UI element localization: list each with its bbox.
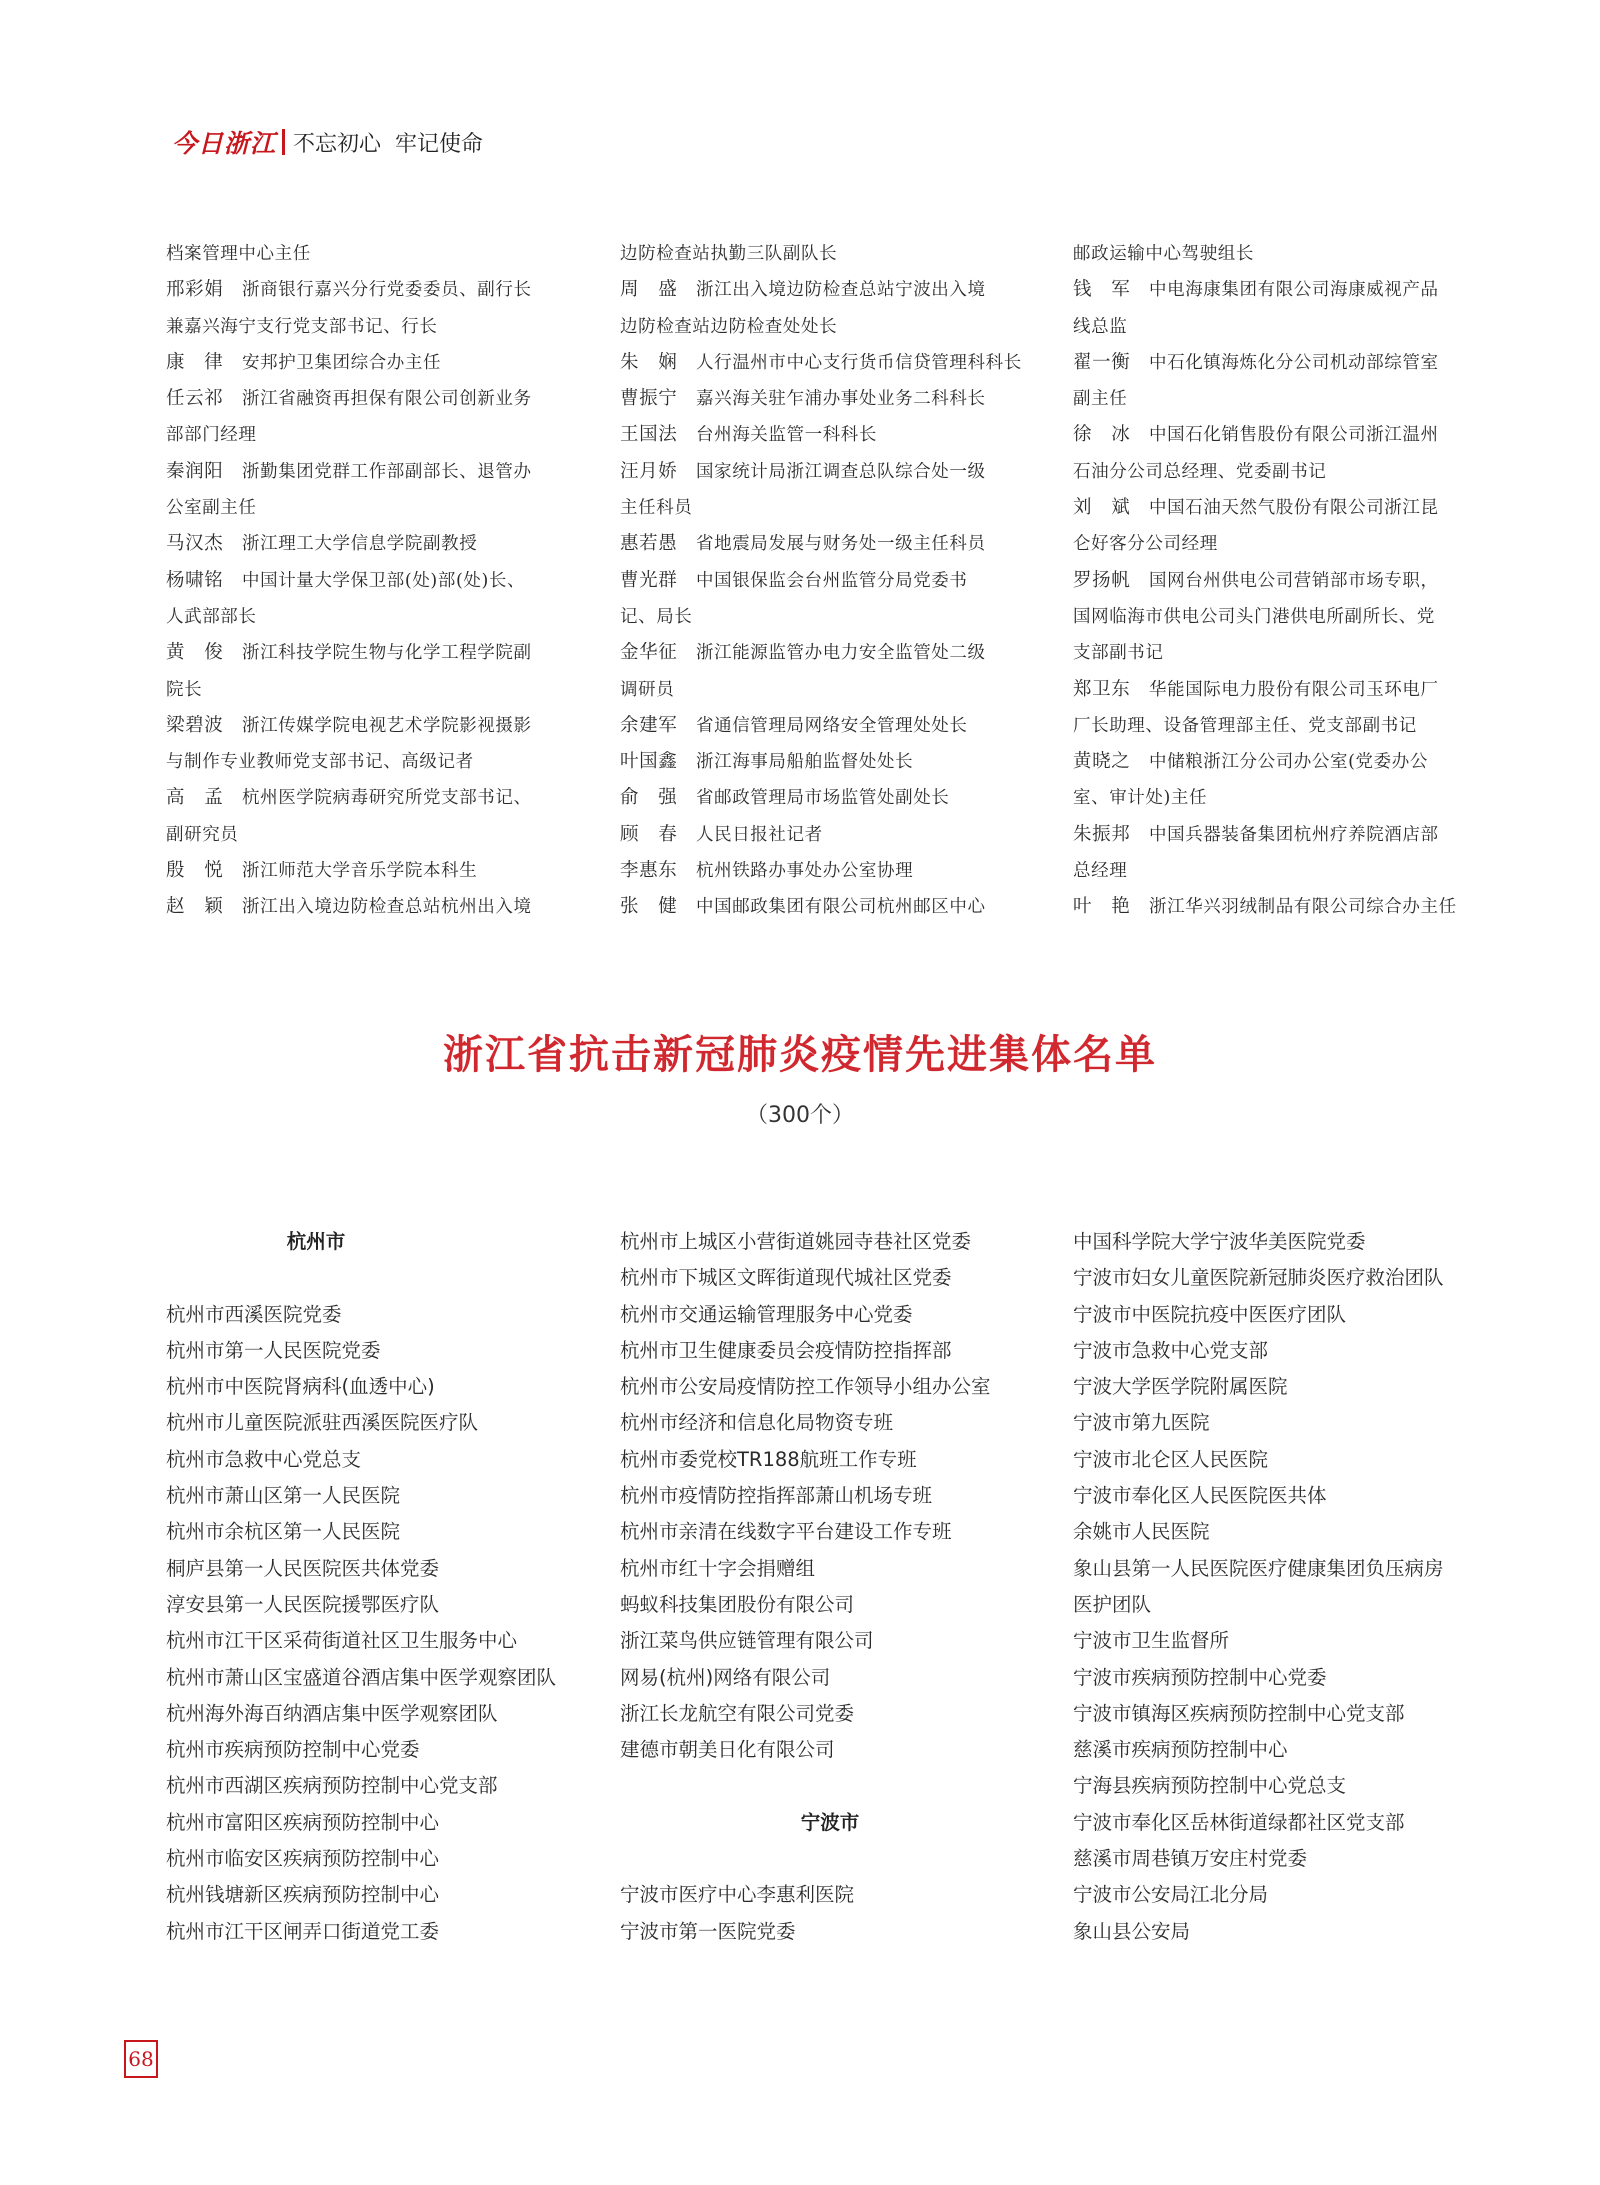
honoree-name: 杨啸铭 xyxy=(166,569,224,591)
honoree-name: 黄晓之 xyxy=(1073,751,1131,773)
honoree-line xyxy=(1073,853,1513,889)
honoree-line xyxy=(166,236,606,272)
list-item: 杭州市中医院肾病科(血透中心) xyxy=(166,1375,435,1399)
list-item: 杭州市上城区小营街道姚园寺巷社区党委 xyxy=(620,1230,972,1253)
list-item: 宁波大学医学院附属医院 xyxy=(1073,1375,1288,1399)
honoree-title: 中国石油天然气股份有限公司浙江昆 xyxy=(1149,498,1439,519)
list-item: 杭州市交通运输管理服务中心党委 xyxy=(620,1302,913,1326)
honoree-title: 浙江出入境边防检查总站宁波出入境 xyxy=(696,280,986,301)
list-item: 杭州市萧山区宝盛道谷酒店集中医学观察团队 xyxy=(166,1665,557,1689)
honoree-title: 国家统计局浙江调查总队综合处一级 xyxy=(696,461,986,482)
honoree-line xyxy=(166,744,606,780)
list-item: 宁波市镇海区疾病预防控制中心党支部 xyxy=(1073,1701,1405,1725)
honoree-title: 档案管理中心主任 xyxy=(166,244,311,264)
honoree-name: 罗扬帆 xyxy=(1073,569,1131,591)
honoree-name: 李惠东 xyxy=(620,860,678,882)
honoree-line xyxy=(620,708,1060,744)
honoree-name: 翟一衡 xyxy=(1073,351,1131,373)
honoree-title: 浙江科技学院生物与化学工程学院副 xyxy=(242,643,532,664)
honoree-title: 华能国际电力股份有限公司玉环电厂 xyxy=(1149,679,1439,700)
honoree-line xyxy=(1073,417,1513,453)
honoree-line xyxy=(1073,490,1513,526)
honoree-line xyxy=(620,635,1060,671)
honoree-line xyxy=(166,889,606,925)
honoree-title: 中储粮浙江分公司办公室(党委办公 xyxy=(1149,752,1428,773)
honoree-line xyxy=(620,599,1060,635)
honoree-line xyxy=(1073,599,1513,635)
honoree-title: 中国银保监会台州监管分局党委书 xyxy=(696,570,968,591)
list-item: 宁波市疾病预防控制中心党委 xyxy=(1073,1665,1327,1689)
honoree-title: 中国石化销售股份有限公司浙江温州 xyxy=(1149,425,1439,446)
list-item: 宁波市中医院抗疫中医医疗团队 xyxy=(1073,1302,1347,1326)
list-item: 杭州市下城区文晖街道现代城社区党委 xyxy=(620,1266,952,1290)
list-item: 建德市朝美日化有限公司 xyxy=(620,1738,835,1762)
honoree-title: 厂长助理、设备管理部主任、党支部副书记 xyxy=(1073,715,1417,736)
honoree-name: 俞 强 xyxy=(620,787,678,809)
honoree-line xyxy=(166,599,606,635)
list-item: 杭州市江干区采荷街道社区卫生服务中心 xyxy=(166,1629,518,1653)
honoree-line xyxy=(620,417,1060,453)
list-item: 杭州市亲清在线数字平台建设工作专班 xyxy=(620,1520,952,1544)
honoree-title: 中电海康集团有限公司海康威视产品 xyxy=(1149,280,1439,301)
list-item: 杭州市经济和信息化局物资专班 xyxy=(620,1411,894,1435)
magazine-logo: 今日浙江 xyxy=(172,129,277,158)
honoree-line xyxy=(620,817,1060,853)
honoree-line xyxy=(166,780,606,816)
honoree-name: 曹振宁 xyxy=(620,388,678,410)
list-item: 宁波市急救中心党支部 xyxy=(1073,1338,1269,1362)
honoree-name: 汪月娇 xyxy=(620,460,678,482)
list-item: 慈溪市疾病预防控制中心 xyxy=(1073,1738,1288,1762)
honoree-line xyxy=(166,345,606,381)
honoree-name: 叶 艳 xyxy=(1073,896,1131,918)
individual-column-2 xyxy=(620,236,1060,926)
honoree-title: 中国邮政集团有限公司杭州邮区中心 xyxy=(696,897,986,918)
honoree-name: 康 律 xyxy=(166,351,224,373)
honoree-title: 副主任 xyxy=(1073,389,1128,410)
honoree-title: 国网台州供电公司营销部市场专职， xyxy=(1149,570,1439,591)
honoree-title: 调研员 xyxy=(620,679,675,700)
list-item: 中国科学院大学宁波华美医院党委 xyxy=(1073,1230,1366,1253)
honoree-title: 人民日报社记者 xyxy=(696,824,823,845)
honoree-line xyxy=(1073,381,1513,417)
list-item: 杭州市临安区疾病预防控制中心 xyxy=(166,1847,440,1871)
honoree-name: 邢彩娟 xyxy=(166,279,224,301)
page-number: 68 xyxy=(124,2040,158,2078)
honoree-name: 殷 悦 xyxy=(166,860,224,882)
honoree-line xyxy=(1073,526,1513,562)
collective-column-2 xyxy=(620,1224,1060,1950)
honoree-title: 副研究员 xyxy=(166,824,239,845)
honoree-line xyxy=(620,780,1060,816)
honoree-title: 杭州医学院病毒研究所党支部书记、 xyxy=(242,788,532,809)
honoree-name: 刘 斌 xyxy=(1073,497,1131,519)
honoree-line xyxy=(166,635,606,671)
honoree-name: 马汉杰 xyxy=(166,533,224,555)
honoree-title: 主任科员 xyxy=(620,498,693,519)
honoree-line xyxy=(1073,889,1513,925)
list-item: 杭州市江干区闸弄口街道党工委 xyxy=(166,1919,440,1943)
honoree-line xyxy=(620,236,1060,272)
city-heading: 杭州市 xyxy=(286,1230,346,1253)
honoree-title: 线总监 xyxy=(1073,316,1128,337)
list-item: 杭州市西湖区疾病预防控制中心党支部 xyxy=(166,1774,498,1798)
honoree-title: 浙勤集团党群工作部副部长、退管办 xyxy=(242,461,532,482)
honoree-line xyxy=(166,708,606,744)
honoree-line xyxy=(166,417,606,453)
list-item: 宁波市北仑区人民医院 xyxy=(1073,1447,1269,1471)
honoree-line xyxy=(1073,817,1513,853)
honoree-name: 周 盛 xyxy=(620,279,678,301)
honoree-title: 中国兵器装备集团杭州疗养院酒店部 xyxy=(1149,824,1439,845)
honoree-line xyxy=(620,272,1060,308)
honoree-name: 余建军 xyxy=(620,714,678,736)
spacer xyxy=(620,1768,1060,1804)
honoree-line xyxy=(1073,309,1513,345)
honoree-name: 秦润阳 xyxy=(166,460,224,482)
honoree-title: 浙江海事局船舶监督处处长 xyxy=(696,752,914,773)
honoree-name: 金华征 xyxy=(620,642,678,664)
honoree-line xyxy=(166,381,606,417)
honoree-title: 浙江出入境边防检查总站杭州出入境 xyxy=(242,897,532,918)
list-item: 余姚市人民医院 xyxy=(1073,1520,1210,1544)
honoree-title: 安邦护卫集团综合办主任 xyxy=(242,352,442,373)
list-item: 宁波市妇女儿童医院新冠肺炎医疗救治团队 xyxy=(1073,1266,1444,1290)
honoree-line xyxy=(1073,635,1513,671)
honoree-line xyxy=(620,889,1060,925)
honoree-line xyxy=(620,381,1060,417)
honoree-title: 与制作专业教师党支部书记、高级记者 xyxy=(166,752,474,773)
honoree-title: 浙商银行嘉兴分行党委委员、副行长 xyxy=(242,280,532,301)
list-item: 宁波市第九医院 xyxy=(1073,1411,1210,1435)
honoree-line xyxy=(620,345,1060,381)
honoree-title: 浙江能源监管办电力安全监管处二级 xyxy=(696,643,986,664)
honoree-name: 朱 娴 xyxy=(620,351,678,373)
honoree-line xyxy=(166,272,606,308)
honoree-line xyxy=(620,454,1060,490)
honoree-title: 人行温州市中心支行货币信贷管理科科长 xyxy=(696,352,1022,373)
list-item: 宁波市第一医院党委 xyxy=(620,1919,796,1943)
page-header xyxy=(172,124,483,160)
list-item: 杭州钱塘新区疾病预防控制中心 xyxy=(166,1883,440,1907)
honoree-name: 张 健 xyxy=(620,896,678,918)
section-title: 浙江省抗击新冠肺炎疫情先进集体名单 xyxy=(443,1032,1157,1078)
honoree-line xyxy=(620,853,1060,889)
individual-column-1 xyxy=(166,236,606,926)
list-item: 宁海县疾病预防控制中心党总支 xyxy=(1073,1774,1347,1798)
honoree-title: 省邮政管理局市场监管处副处长 xyxy=(696,788,950,809)
honoree-line xyxy=(1073,345,1513,381)
honoree-title: 室、审计处)主任 xyxy=(1073,788,1208,809)
honoree-line xyxy=(166,526,606,562)
honoree-line xyxy=(1073,272,1513,308)
honoree-line xyxy=(1073,563,1513,599)
list-item: 杭州市疫情防控指挥部萧山机场专班 xyxy=(620,1484,933,1508)
list-item: 杭州海外海百纳酒店集中医学观察团队 xyxy=(166,1701,498,1725)
honoree-line xyxy=(1073,236,1513,272)
honoree-name: 郑卫东 xyxy=(1073,678,1131,700)
individual-column-3 xyxy=(1073,236,1513,926)
list-item: 慈溪市周巷镇万安庄村党委 xyxy=(1073,1847,1308,1871)
honoree-line xyxy=(166,817,606,853)
honoree-title: 总经理 xyxy=(1073,861,1128,882)
honoree-line xyxy=(1073,454,1513,490)
list-item: 宁波市医疗中心李惠利医院 xyxy=(620,1883,855,1907)
honoree-name: 徐 冰 xyxy=(1073,424,1131,446)
honoree-title: 省地震局发展与财务处一级主任科员 xyxy=(696,534,986,555)
list-item: 宁波市奉化区岳林街道绿都社区党支部 xyxy=(1073,1810,1405,1834)
list-item: 杭州市疾病预防控制中心党委 xyxy=(166,1738,420,1762)
honoree-name: 钱 军 xyxy=(1073,279,1131,301)
honoree-title: 人武部部长 xyxy=(166,606,257,627)
honoree-line xyxy=(620,490,1060,526)
honoree-name: 惠若愚 xyxy=(620,533,678,555)
list-item: 象山县公安局 xyxy=(1073,1919,1191,1943)
collective-column-3 xyxy=(1073,1224,1513,1950)
honoree-title: 石油分公司总经理、党委副书记 xyxy=(1073,461,1327,482)
honoree-title: 支部副书记 xyxy=(1073,643,1164,664)
list-item: 杭州市委党校TR188航班工作专班 xyxy=(620,1447,917,1471)
list-item: 杭州市公安局疫情防控工作领导小组办公室 xyxy=(620,1375,991,1399)
list-item: 网易(杭州)网络有限公司 xyxy=(620,1665,831,1689)
honoree-name: 黄 俊 xyxy=(166,642,224,664)
honoree-title: 浙江理工大学信息学院副教授 xyxy=(242,534,478,555)
list-item: 桐庐县第一人民医院医共体党委 xyxy=(166,1556,440,1580)
list-item: 杭州市富阳区疾病预防控制中心 xyxy=(166,1810,440,1834)
honoree-name: 赵 颖 xyxy=(166,896,224,918)
honoree-title: 院长 xyxy=(166,679,203,700)
honoree-title: 兼嘉兴海宁支行党支部书记、行长 xyxy=(166,316,438,337)
honoree-title: 浙江师范大学音乐学院本科生 xyxy=(242,861,478,882)
honoree-name: 梁碧波 xyxy=(166,714,224,736)
honoree-line xyxy=(166,672,606,708)
honoree-line xyxy=(166,454,606,490)
honoree-name: 叶国鑫 xyxy=(620,751,678,773)
list-item: 浙江长龙航空有限公司党委 xyxy=(620,1701,855,1725)
list-item: 杭州市余杭区第一人民医院 xyxy=(166,1520,401,1544)
list-item: 淳安县第一人民医院援鄂医疗队 xyxy=(166,1592,440,1616)
honoree-title: 公室副主任 xyxy=(166,498,257,519)
honoree-title: 记、局长 xyxy=(620,606,693,627)
honoree-line xyxy=(620,526,1060,562)
honoree-name: 高 孟 xyxy=(166,787,224,809)
honoree-title: 台州海关监管一科科长 xyxy=(696,425,877,446)
collective-column-1 xyxy=(166,1224,606,1950)
honoree-title: 中国计量大学保卫部(处)部(处)长、 xyxy=(242,570,526,591)
list-item: 杭州市红十字会捐赠组 xyxy=(620,1556,816,1580)
section-count: （300个） xyxy=(746,1103,854,1128)
honoree-line xyxy=(166,563,606,599)
list-item: 杭州市卫生健康委员会疫情防控指挥部 xyxy=(620,1338,952,1362)
list-item: 杭州市西溪医院党委 xyxy=(166,1302,342,1326)
honoree-line xyxy=(166,309,606,345)
honoree-name: 王国法 xyxy=(620,424,678,446)
honoree-line xyxy=(620,744,1060,780)
list-item: 蚂蚁科技集团股份有限公司 xyxy=(620,1592,855,1616)
honoree-line xyxy=(166,490,606,526)
city-heading: 宁波市 xyxy=(800,1810,860,1834)
honoree-title: 浙江华兴羽绒制品有限公司综合办主任 xyxy=(1149,897,1457,918)
honoree-title: 邮政运输中心驾驶组长 xyxy=(1073,244,1254,264)
honoree-title: 浙江传媒学院电视艺术学院影视摄影 xyxy=(242,715,532,736)
spacer xyxy=(620,1841,1060,1877)
list-item: 杭州市急救中心党总支 xyxy=(166,1447,362,1471)
honoree-line xyxy=(1073,708,1513,744)
honoree-line xyxy=(1073,780,1513,816)
honoree-title: 杭州铁路办事处办公室协理 xyxy=(696,861,914,882)
honoree-title: 省通信管理局网络安全管理处处长 xyxy=(696,715,968,736)
honoree-line xyxy=(620,563,1060,599)
header-divider xyxy=(282,129,285,155)
honoree-title: 浙江省融资再担保有限公司创新业务 xyxy=(242,389,532,410)
list-item: 杭州市第一人民医院党委 xyxy=(166,1338,381,1362)
honoree-line xyxy=(620,309,1060,345)
honoree-title: 国网临海市供电公司头门港供电所副所长、党 xyxy=(1073,606,1435,627)
list-item: 医护团队 xyxy=(1073,1592,1152,1616)
honoree-title: 嘉兴海关驻乍浦办事处业务二科科长 xyxy=(696,389,986,410)
honoree-title: 部部门经理 xyxy=(166,425,257,446)
honoree-title: 中石化镇海炼化分公司机动部综管室 xyxy=(1149,352,1439,373)
list-item: 宁波市奉化区人民医院医共体 xyxy=(1073,1484,1327,1508)
honoree-line xyxy=(1073,744,1513,780)
list-item: 浙江菜鸟供应链管理有限公司 xyxy=(620,1629,874,1653)
list-item: 象山县第一人民医院医疗健康集团负压病房 xyxy=(1073,1556,1444,1580)
honoree-title: 边防检查站执勤三队副队长 xyxy=(620,244,838,264)
honoree-line xyxy=(620,672,1060,708)
honoree-name: 顾 春 xyxy=(620,823,678,845)
honoree-title: 仑好客分公司经理 xyxy=(1073,534,1218,555)
honoree-line xyxy=(1073,672,1513,708)
honoree-line xyxy=(166,853,606,889)
honoree-name: 曹光群 xyxy=(620,569,678,591)
spacer xyxy=(166,1260,606,1296)
list-item: 杭州市儿童医院派驻西溪医院医疗队 xyxy=(166,1411,479,1435)
honoree-name: 朱振邦 xyxy=(1073,823,1131,845)
honoree-title: 边防检查站边防检查处处长 xyxy=(620,316,838,337)
list-item: 宁波市卫生监督所 xyxy=(1073,1629,1230,1653)
honoree-name: 任云祁 xyxy=(166,388,224,410)
list-item: 宁波市公安局江北分局 xyxy=(1073,1883,1269,1907)
header-slogan: 不忘初心 牢记使命 xyxy=(293,131,484,157)
list-item: 杭州市萧山区第一人民医院 xyxy=(166,1484,401,1508)
